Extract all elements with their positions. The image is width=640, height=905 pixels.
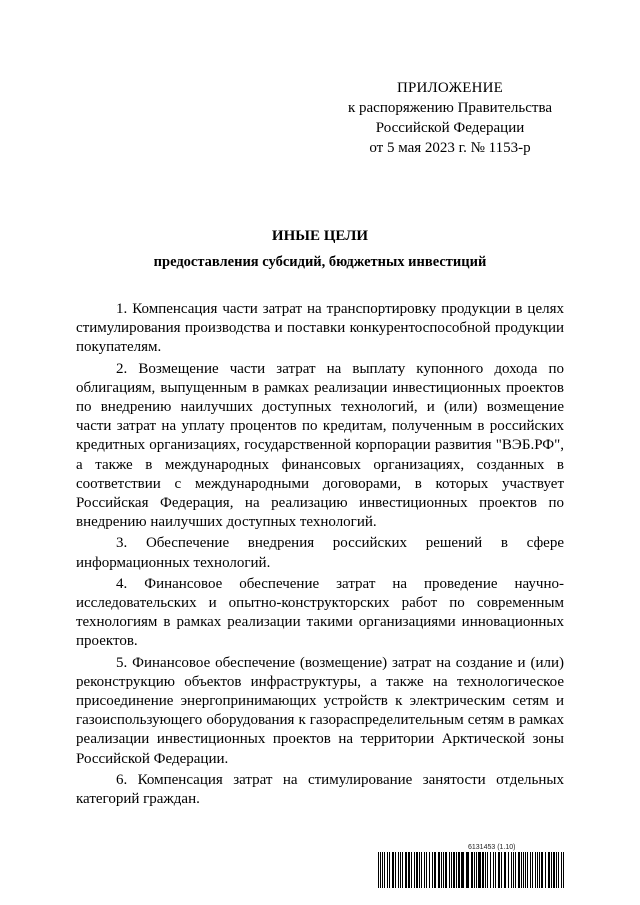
barcode-bar xyxy=(523,852,524,888)
barcode-bar xyxy=(485,852,486,888)
barcode-bar xyxy=(458,852,460,888)
barcode-bar xyxy=(556,852,557,888)
barcode-bar xyxy=(541,852,543,888)
barcode-bar xyxy=(476,852,477,888)
barcode-bar xyxy=(532,852,533,888)
barcode-bar xyxy=(466,852,469,888)
barcode-bar xyxy=(389,852,390,888)
barcode-bar xyxy=(553,852,555,888)
paragraph-2: 2. Возмещение части затрат на выплату купонного дохода по облигациям, выпущенным в рамках реализации инвестиционных проектов по внедрению наилучших доступных технологий, и (или) возмещение части затрат на уплату процентов по кредитам, полученным в российских кредитных организациях, государственной корпорации развития "ВЭБ.РФ", а также в международных финансовых организациях, созданных в соответствии с международными договорами, в которых участвует Российская Федерация, на реализацию инвестиционных проектов по внедрению наилучших доступных технологий. xyxy=(76,360,564,531)
barcode-bar xyxy=(482,852,484,888)
barcode-bar xyxy=(421,852,422,888)
barcode-bar xyxy=(530,852,531,888)
document-body xyxy=(76,300,564,811)
barcode-bar xyxy=(405,852,407,888)
barcode-bar xyxy=(495,852,496,888)
barcode-bar xyxy=(515,852,516,888)
barcode-bar xyxy=(382,852,383,888)
barcode-bar xyxy=(416,852,418,888)
appendix-header xyxy=(330,78,570,158)
barcode-bar xyxy=(392,852,394,888)
barcode-bar xyxy=(426,852,427,888)
barcode-bar xyxy=(498,852,500,888)
barcode-bar xyxy=(453,852,455,888)
barcode-bar xyxy=(408,852,410,888)
paragraph-4: 4. Финансовое обеспечение затрат на проведение научно-исследовательских и опытно-конструкторских работ по современным технологиям в рамках реализации такими организациями инновационных проектов. xyxy=(76,575,564,650)
barcode-bar xyxy=(478,852,481,888)
paragraph-1: 1. Компенсация части затрат на транспортировку продукции в целях стимулирования производства и поставки конкурентоспособной продукции покупателям. xyxy=(76,301,564,356)
barcode-bar xyxy=(561,852,562,888)
barcode-bar xyxy=(474,852,475,888)
barcode-bar xyxy=(438,852,440,888)
barcode-bar xyxy=(527,852,528,888)
barcode-bar xyxy=(387,852,388,888)
barcode-bar xyxy=(525,852,526,888)
barcode-bar xyxy=(461,852,464,888)
barcode-code: 6131453 (1.10) xyxy=(468,844,516,851)
barcode-bar xyxy=(558,852,559,888)
barcode-bar xyxy=(395,852,396,888)
barcode-bar xyxy=(456,852,457,888)
barcode-bar xyxy=(451,852,452,888)
appendix-ref-line: к распоряжению Правительства xyxy=(347,100,552,116)
barcode-bar xyxy=(449,852,450,888)
barcode-bar xyxy=(511,852,512,888)
barcode-bar xyxy=(537,852,538,888)
barcode-bar xyxy=(400,852,401,888)
barcode-bar xyxy=(445,852,447,888)
barcode-bar xyxy=(443,852,444,888)
barcode-bar xyxy=(471,852,473,888)
document-subtitle: предоставления субсидий, бюджетных инвестиций xyxy=(153,254,487,270)
barcode-bar xyxy=(504,852,506,888)
barcode-bar xyxy=(380,852,381,888)
barcode-bar xyxy=(434,852,436,888)
paragraph-3: 3. Обеспечение внедрения российских решений в сфере информационных технологий. xyxy=(76,535,564,571)
barcode-bar xyxy=(487,852,488,888)
barcode-bar xyxy=(548,852,550,888)
barcode-bar xyxy=(398,852,399,888)
barcode-block xyxy=(378,844,566,888)
barcode-bar xyxy=(513,852,514,888)
barcode-bar xyxy=(551,852,552,888)
barcode-bar xyxy=(432,852,433,888)
appendix-date-number: от 5 мая 2023 г. № 1153-р xyxy=(369,140,531,156)
barcode-bar xyxy=(429,852,430,888)
barcode-bar xyxy=(563,852,564,888)
barcode-bar xyxy=(493,852,494,888)
paragraph-5: 5. Финансовое обеспечение (возмещение) затрат на создание и (или) реконструкцию объектов инфраструктуры, а также на технологическое присоединение энергопринимающих устройств к электрическим сетям и газоиспользующего оборудования к газораспределительным сетям в рамках реализации инвестиционных проектов на территории Арктической зоны Российской Федерации. xyxy=(76,654,564,767)
barcode-bar xyxy=(501,852,502,888)
barcode-bar xyxy=(508,852,509,888)
document-title: ИНЫЕ ЦЕЛИ xyxy=(271,228,369,244)
barcode-bar xyxy=(518,852,520,888)
appendix-label: ПРИЛОЖЕНИЕ xyxy=(396,80,504,96)
barcode-bar xyxy=(539,852,540,888)
barcode-bar xyxy=(424,852,425,888)
paragraph-6: 6. Компенсация затрат на стимулирование занятости отдельных категорий граждан. xyxy=(76,771,564,808)
barcode-bar xyxy=(441,852,442,888)
barcode-bar xyxy=(402,852,403,888)
barcode-bar xyxy=(535,852,536,888)
barcode-bar xyxy=(378,852,379,888)
barcode-bar xyxy=(414,852,415,888)
barcode-bar xyxy=(419,852,420,888)
barcode-bar xyxy=(411,852,412,888)
barcode-bar xyxy=(490,852,491,888)
barcode-bar xyxy=(545,852,546,888)
barcode-bar xyxy=(384,852,385,888)
appendix-ref-line: Российской Федерации xyxy=(375,120,525,136)
barcode-image xyxy=(378,852,566,888)
barcode-bar xyxy=(521,852,522,888)
